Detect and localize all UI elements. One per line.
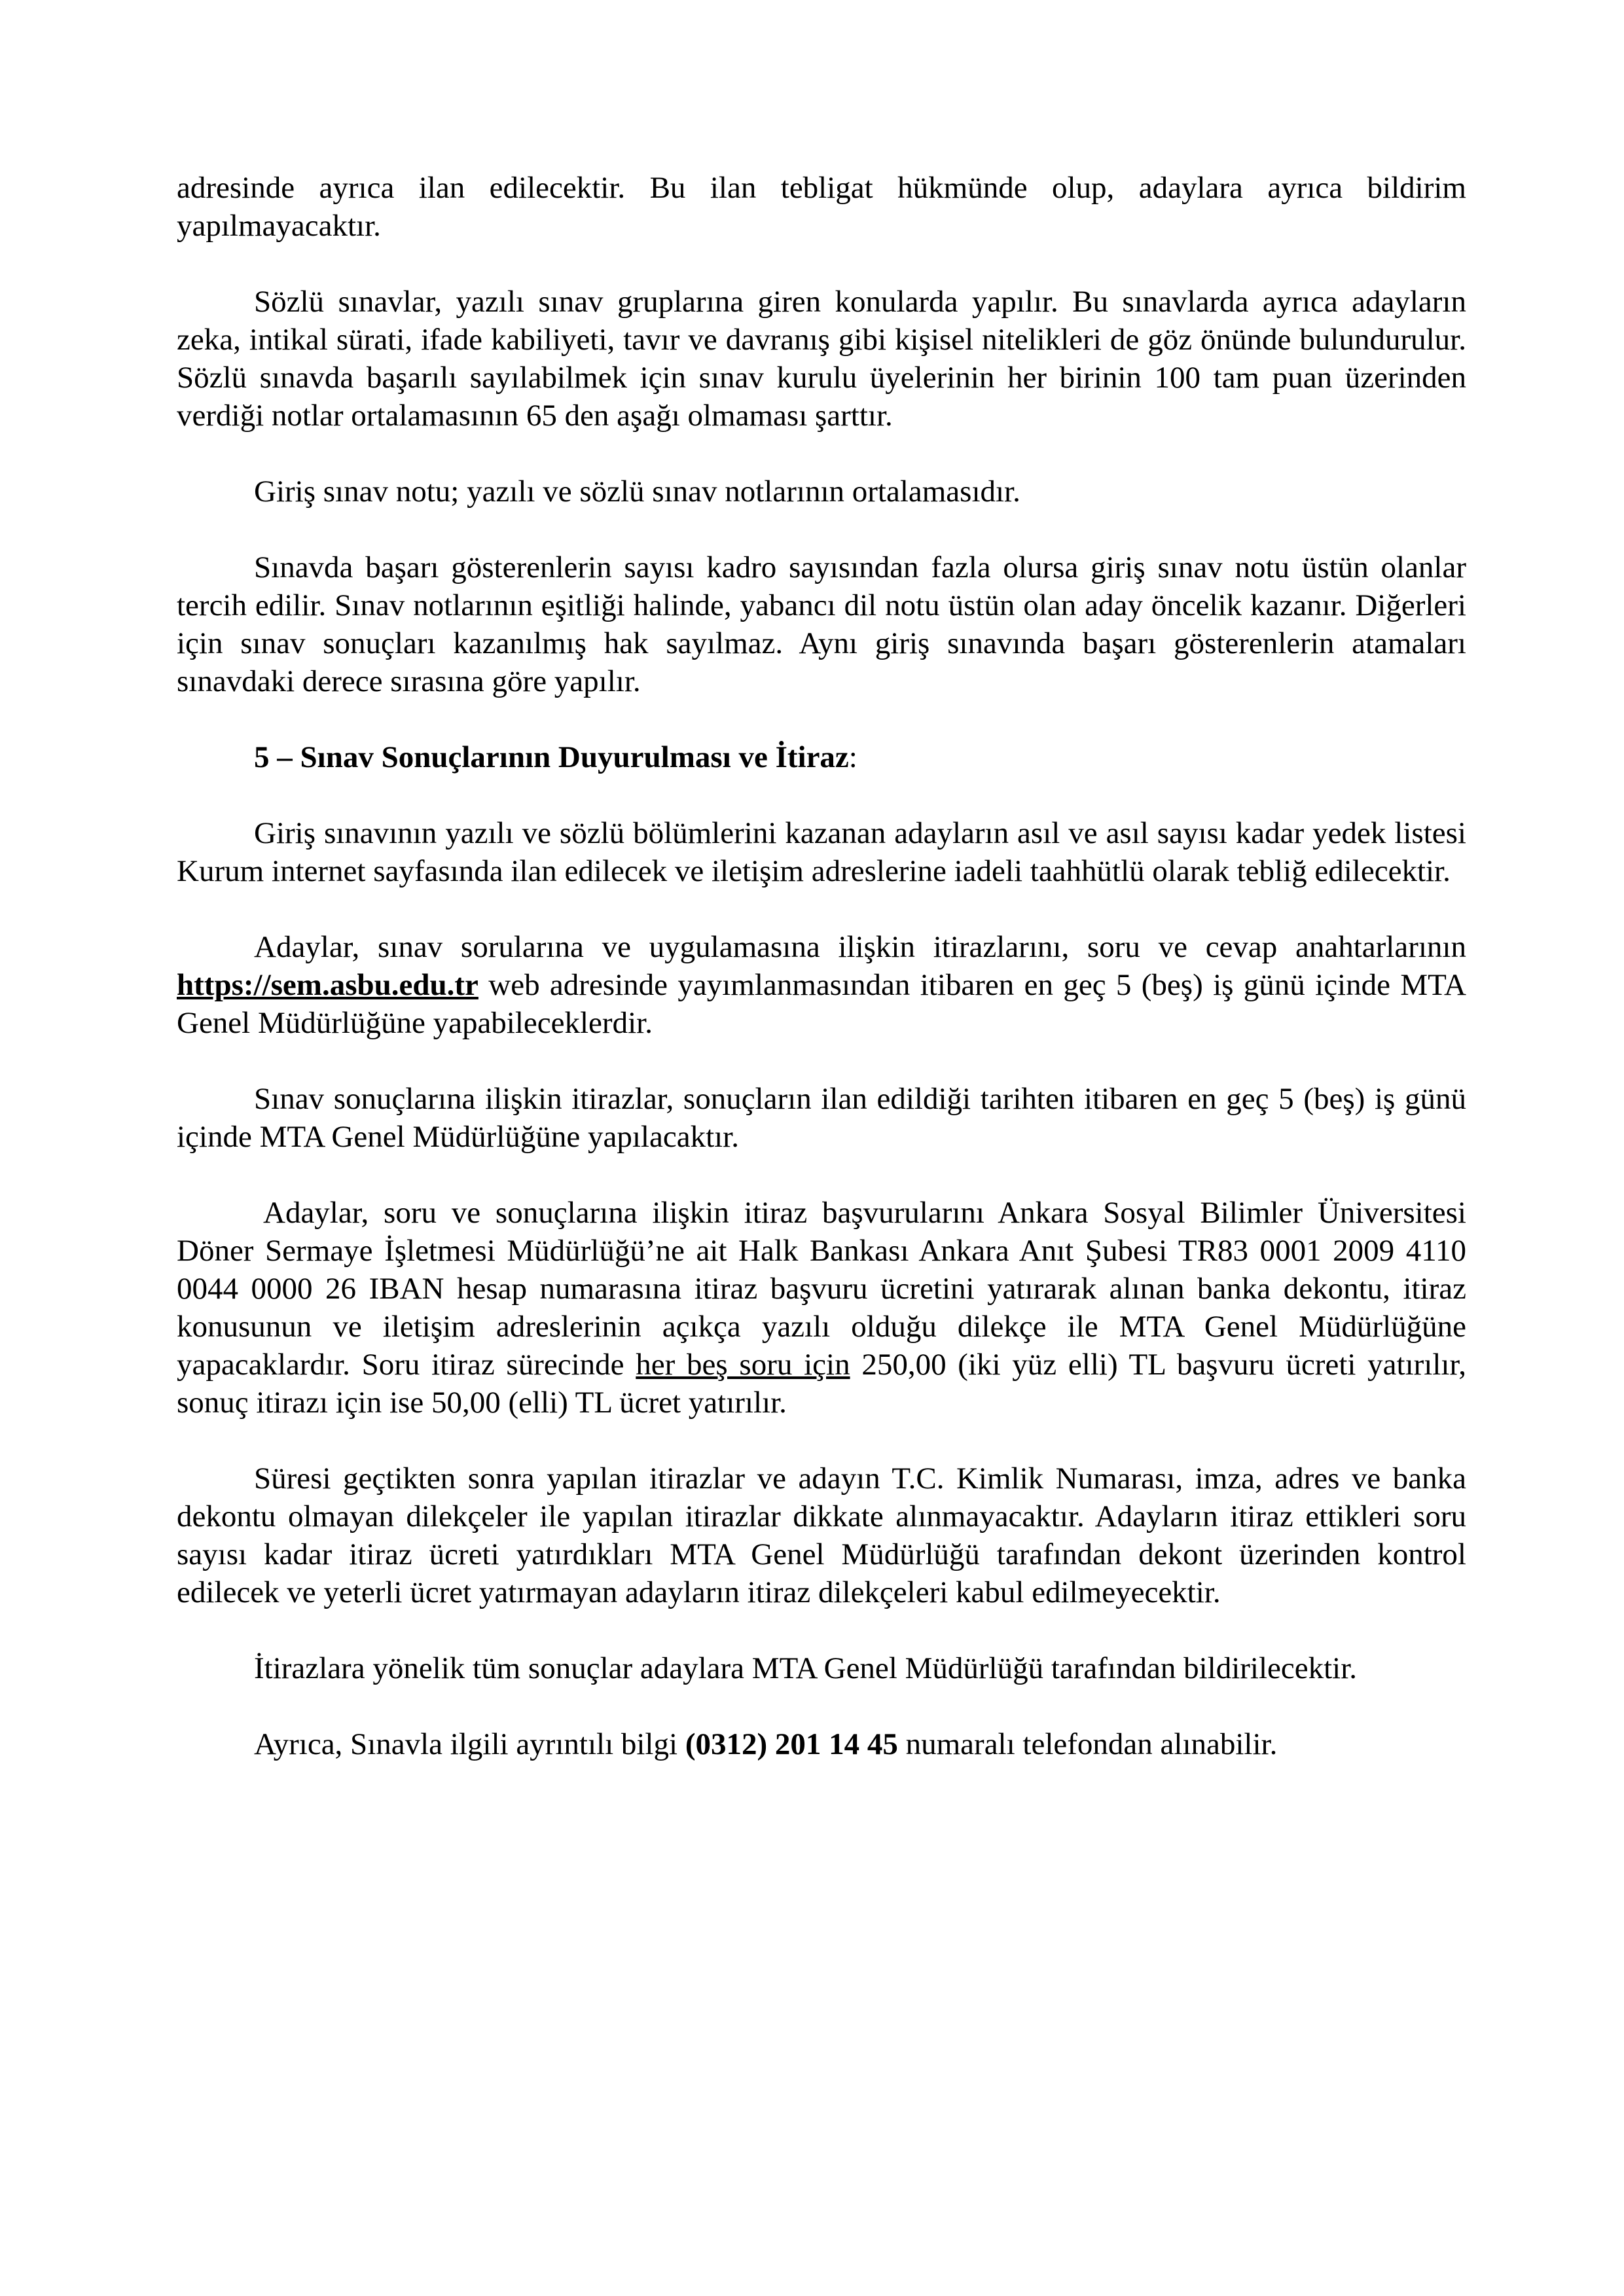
section-heading	[177, 738, 1466, 776]
fees-text-before: Adaylar, soru ve sonuçlarına ilişkin itiraz başvurularını Ankara Sosyal Bilimler Üniversitesi Döner Sermaye İşletmesi Müdürlüğü’ne ait Halk Bankası Ankara Anıt Şubesi TR83 0001 2009 4110 0044 0000 26 IBAN hesap numarasına itiraz başvuru ücretini yatırarak alınan banka dekontu, itiraz konusunun ve iletişim adreslerinin açıkça yazılı olduğu dilekçe ile MTA Genel Müdürlüğüne yapacaklardır. Soru itiraz sürecinde	[177, 1196, 1466, 1382]
paragraph-invalid-objections: Süresi geçtikten sonra yapılan itirazlar ve adayın T.C. Kimlik Numarası, imza, adres ve banka dekontu olmayan dilekçeler ile yapılan itirazlar dikkate alınmayacaktır. Adayların itiraz ettikleri soru sayısı kadar itiraz ücreti yatırdıkları MTA Genel Müdürlüğü tarafından dekont üzerinden kontrol edilecek ve yeterli ücret yatırmayan adayların itiraz dilekçeleri kabul edilmeyecektir.	[177, 1462, 1466, 1609]
fees-text-after: 250,00 (iki yüz elli) TL başvuru ücreti yatırılır, sonuç itirazı için ise 50,00 (elli) TL ücret yatırılır.	[177, 1348, 1466, 1420]
contact-text-after: numaralı telefondan alınabilir.	[897, 1727, 1278, 1761]
contact-text-before: Ayrıca, Sınavla ilgili ayrıntılı bilgi	[254, 1727, 685, 1761]
paragraph-results-list: Giriş sınavının yazılı ve sözlü bölümlerini kazanan adayların asıl ve asıl sayısı kadar yedek listesi Kurum internet sayfasında ilan edilecek ve iletişim adreslerine iadeli taahhütlü olarak tebliğ edilecektir.	[177, 816, 1466, 888]
paragraph-ranking: Sınavda başarı gösterenlerin sayısı kadro sayısından fazla olursa giriş sınav notu üstün olanlar tercih edilir. Sınav notlarının eşitliği halinde, yabancı dil notu üstün olan aday öncelik kazanır. Diğerleri için sınav sonuçları kazanılmış hak sayılmaz. Aynı giriş sınavında başarı gösterenlerin atamaları sınavdaki derece sırasına göre yapılır.	[177, 550, 1466, 698]
paragraph-contact	[177, 1725, 1466, 1763]
section-heading-text: 5 – Sınav Sonuçlarının Duyurulması ve İtiraz	[254, 740, 849, 774]
paragraph-objection-fees	[177, 1194, 1466, 1422]
paragraph-result-objections: Sınav sonuçlarına ilişkin itirazlar, sonuçların ilan edildiği tarihten itibaren en geç 5 (beş) iş günü içinde MTA Genel Müdürlüğüne yapılacaktır.	[177, 1082, 1466, 1154]
section-heading-colon: :	[848, 740, 857, 774]
paragraph-entry-score: Giriş sınav notu; yazılı ve sözlü sınav notlarının ortalamasıdır.	[254, 475, 1020, 509]
phone-number: (0312) 201 14 45	[685, 1727, 898, 1761]
objection-text-before: Adaylar, sınav sorularına ve uygulamasına ilişkin itirazlarını, soru ve cevap anahtarlarının	[254, 930, 1466, 964]
website-link[interactable]: https://sem.asbu.edu.tr	[177, 968, 478, 1002]
fees-underlined-text: her beş soru için	[636, 1348, 850, 1382]
paragraph-announcement: adresinde ayrıca ilan edilecektir. Bu ilan tebligat hükmünde olup, adaylara ayrıca bildirim yapılmayacaktır.	[177, 171, 1466, 243]
paragraph-question-objections	[177, 928, 1466, 1042]
objection-text-after: web adresinde yayımlanmasından itibaren en geç 5 (beş) iş günü içinde MTA Genel Müdürlüğüne yapabileceklerdir.	[177, 968, 1466, 1040]
paragraph-oral-exams: Sözlü sınavlar, yazılı sınav gruplarına giren konularda yapılır. Bu sınavlarda ayrıca adayların zeka, intikal sürati, ifade kabiliyeti, tavır ve davranış gibi kişisel nitelikleri de göz önünde bulundurulur. Sözlü sınavda başarılı sayılabilmek için sınav kurulu üyelerinin her birinin 100 tam puan üzerinden verdiği notlar ortalamasının 65 den aşağı olmaması şarttır.	[177, 285, 1466, 433]
document-body	[177, 169, 1466, 1801]
paragraph-notification: İtirazlara yönelik tüm sonuçlar adaylara MTA Genel Müdürlüğü tarafından bildirilecektir.	[254, 1651, 1358, 1685]
